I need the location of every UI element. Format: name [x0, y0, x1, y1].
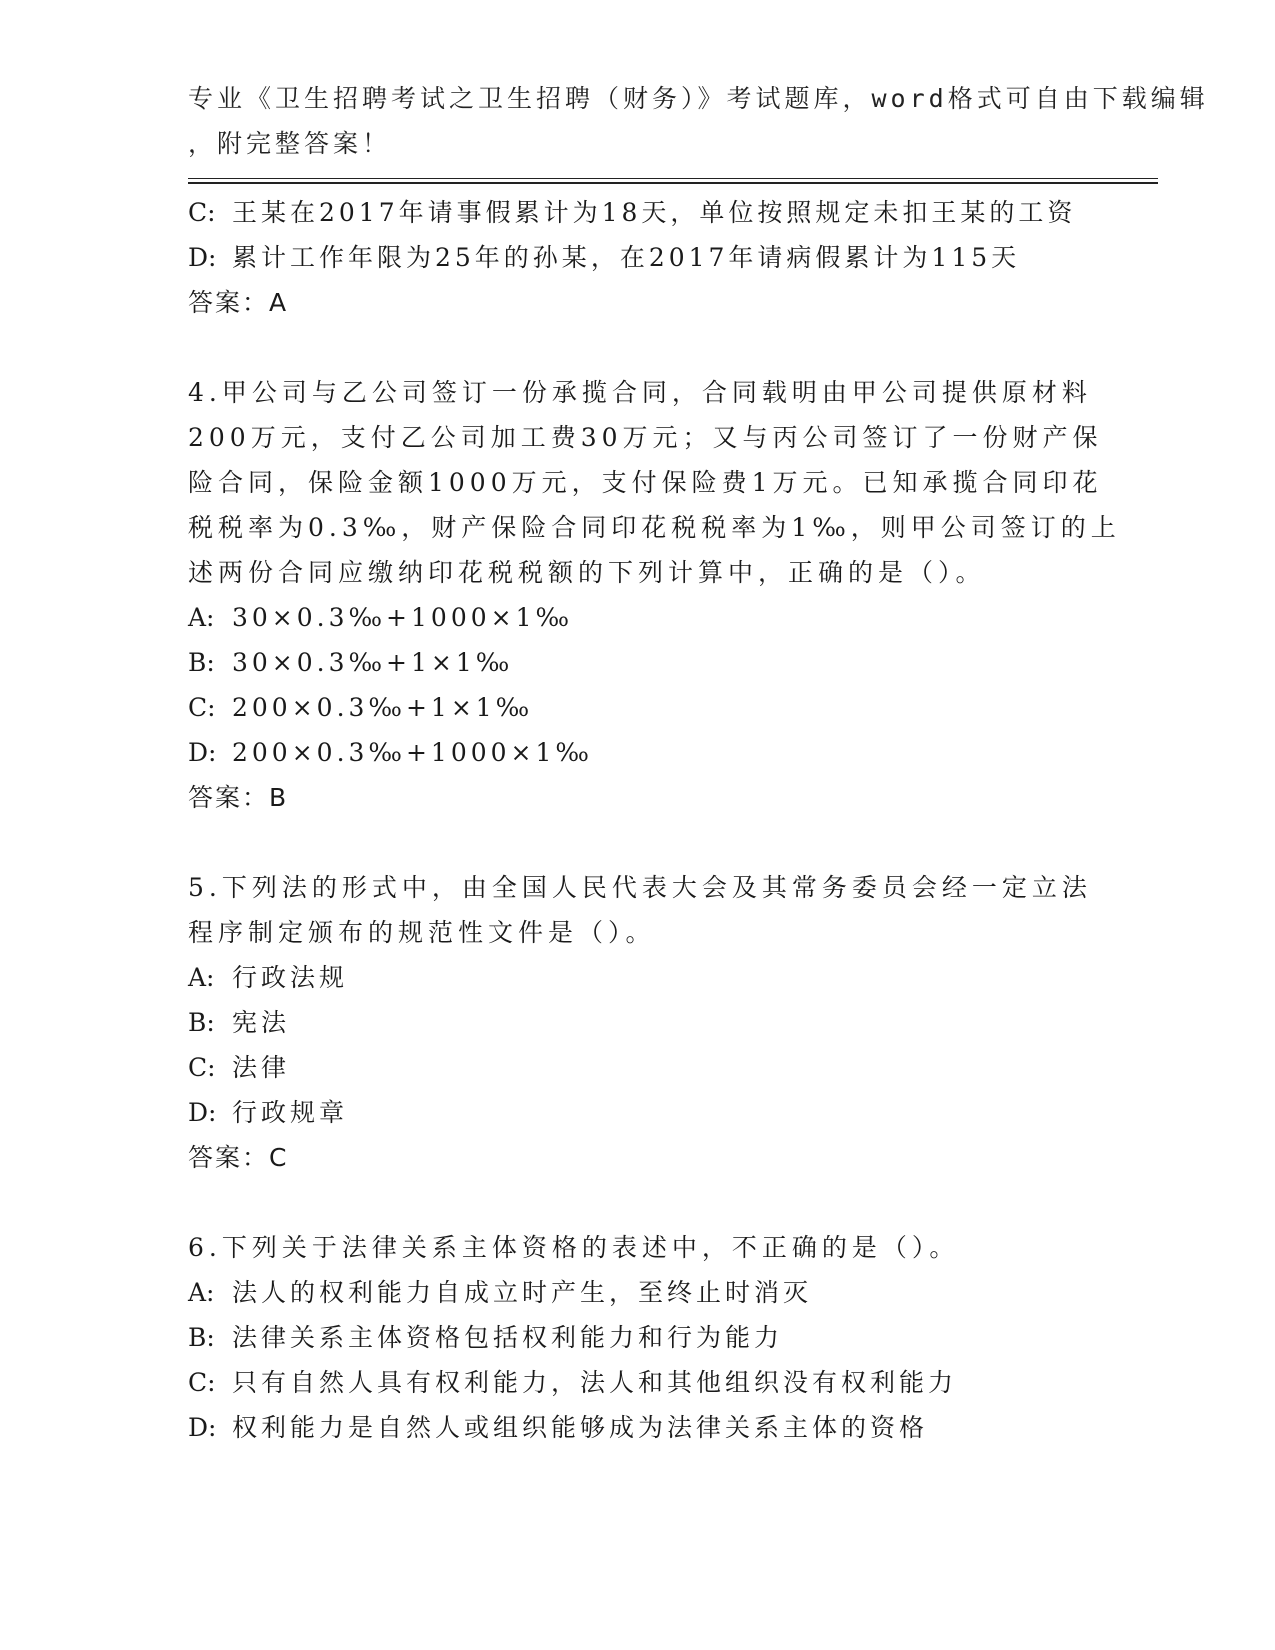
option-c — [188, 685, 1088, 730]
stem-line: 险合同，保险金额1000万元，支付保险费1万元。已知承揽合同印花 — [188, 468, 1103, 497]
question-stem — [188, 865, 1092, 955]
option-text: 法人的权利能力自成立时产生，至终止时消灭 — [232, 1278, 813, 1307]
option-text: 王某在2017年请事假累计为18天，单位按照规定未扣王某的工资 — [232, 198, 1077, 227]
option-text: 只有自然人具有权利能力，法人和其他组织没有权利能力 — [232, 1368, 958, 1397]
question-6 — [188, 1225, 1088, 1450]
option-text: 法律 — [232, 1053, 291, 1082]
question-stem — [188, 1225, 1088, 1270]
option-a — [188, 1270, 1088, 1315]
option-text: 权利能力是自然人或组织能够成为法律关系主体的资格 — [232, 1413, 929, 1442]
option-a — [188, 955, 1088, 1000]
option-key: A: — [188, 1278, 215, 1307]
option-c — [188, 1360, 1088, 1405]
option-text: 法律关系主体资格包括权利能力和行为能力 — [232, 1323, 784, 1352]
stem-line: 6.下列关于法律关系主体资格的表述中，不正确的是（）。 — [188, 1233, 960, 1262]
option-key: D: — [188, 738, 217, 767]
spacer — [188, 820, 1088, 865]
option-b — [188, 1000, 1088, 1045]
header-line-1: 专业《卫生招聘考试之卫生招聘（财务）》考试题库，word格式可自由下载编辑 — [188, 84, 1209, 113]
option-d — [188, 1405, 1088, 1450]
page-header — [188, 76, 1209, 166]
option-key: A: — [188, 963, 215, 992]
answer-line: 答案：A — [188, 288, 289, 317]
stem-line: 4.甲公司与乙公司签订一份承揽合同，合同载明由甲公司提供原材料 — [188, 378, 1092, 407]
option-text: 行政法规 — [232, 963, 349, 992]
option-text: 200×0.3‰+1000×1‰ — [232, 738, 593, 767]
option-key: B: — [188, 1008, 215, 1037]
spacer — [188, 1180, 1088, 1225]
stem-line: 程序制定颁布的规范性文件是（）。 — [188, 918, 656, 947]
option-key: C: — [188, 1053, 216, 1082]
header-divider-thick — [188, 182, 1158, 184]
option-text: 宪法 — [232, 1008, 291, 1037]
option-text: 30×0.3‰+1×1‰ — [232, 648, 514, 677]
option-text: 30×0.3‰+1000×1‰ — [232, 603, 574, 632]
stem-line: 述两份合同应缴纳印花税税额的下列计算中，正确的是（）。 — [188, 558, 986, 587]
spacer — [188, 325, 1088, 370]
option-b — [188, 1315, 1088, 1360]
option-key: B: — [188, 648, 215, 677]
option-key: A: — [188, 603, 215, 632]
answer-line: 答案：B — [188, 783, 289, 812]
option-text: 行政规章 — [232, 1098, 349, 1127]
option-d — [188, 730, 1088, 775]
option-c — [188, 1045, 1088, 1090]
question-4 — [188, 370, 1121, 820]
question-stem — [188, 370, 1121, 595]
option-key: B: — [188, 1323, 215, 1352]
question-list — [188, 190, 1121, 1450]
answer-line: 答案：C — [188, 1143, 289, 1172]
option-text: 累计工作年限为25年的孙某，在2017年请病假累计为115天 — [232, 243, 1021, 272]
option-key: C: — [188, 1368, 216, 1397]
header-line-2: ，附完整答案！ — [188, 129, 392, 158]
option-d — [188, 1090, 1088, 1135]
option-key: D: — [188, 1098, 217, 1127]
option-c — [188, 190, 1088, 235]
option-a — [188, 595, 1088, 640]
stem-line: 5.下列法的形式中，由全国人民代表大会及其常务委员会经一定立法 — [188, 873, 1092, 902]
question-5 — [188, 865, 1092, 1180]
option-d — [188, 235, 1088, 280]
option-key: D: — [188, 1413, 217, 1442]
option-key: C: — [188, 198, 216, 227]
header-divider-thin — [188, 178, 1158, 179]
option-key: D: — [188, 243, 217, 272]
option-b — [188, 640, 1088, 685]
option-text: 200×0.3‰+1×1‰ — [232, 693, 534, 722]
question-3-tail — [188, 190, 1088, 325]
stem-line: 税税率为0.3‰，财产保险合同印花税税率为1‰，则甲公司签订的上 — [188, 513, 1121, 542]
stem-line: 200万元，支付乙公司加工费30万元；又与丙公司签订了一份财产保 — [188, 423, 1103, 452]
option-key: C: — [188, 693, 216, 722]
